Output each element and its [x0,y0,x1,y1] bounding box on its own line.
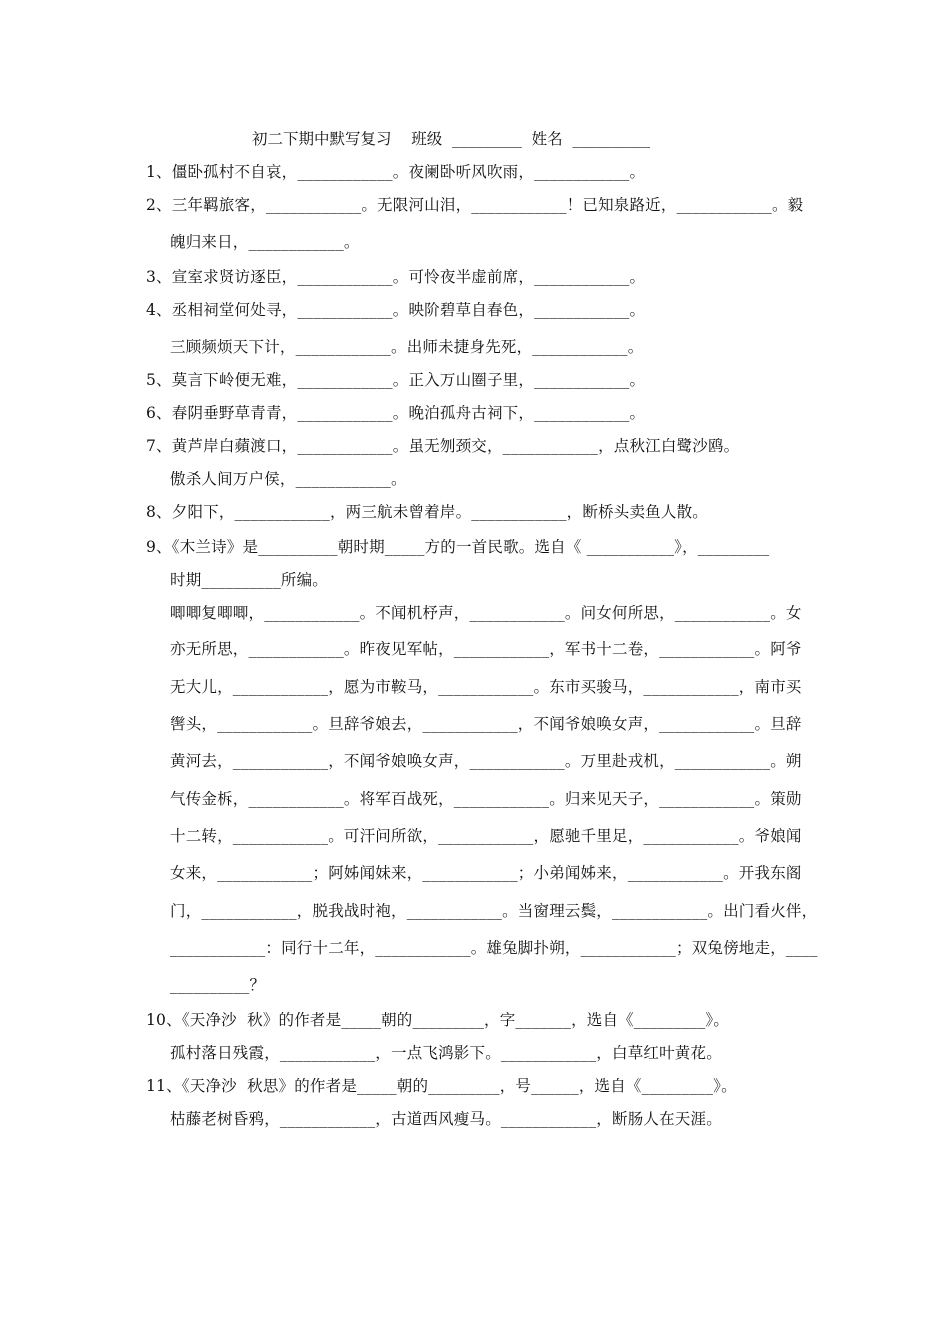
mulan-line-3: 无大儿，____________，愿为市鞍马，____________。东市买骏马，____________，南市买 [170,678,802,696]
question-11-line: 11、《天净沙 秋思》的作者是_____朝的_________，号______，选自《_________》。 [146,1077,737,1095]
question-2-line: 2、三年羁旅客，____________。无限河山泪，____________！已知泉路近，____________。毅 [146,196,804,214]
question-7-continuation: 傲杀人间万户侯，____________。 [170,470,407,488]
question-7-line: 7、黄芦岸白蘋渡口，____________。虽无刎颈交，____________，点秋江白鹭沙鸥。 [146,437,740,455]
mulan-line-2: 亦无所思，____________。昨夜见军帖，____________，军书十二卷，____________。阿爷 [170,640,802,658]
page-title: 初二下期中默写复习 班级 _________ 姓名 __________ [252,130,651,148]
question-10-line: 10、《天净沙 秋》的作者是_____朝的_________，字_______，选自《_________》。 [146,1011,730,1029]
question-8-line: 8、夕阳下，____________，两三航未曾着岸。____________，断桥头卖鱼人散。 [146,503,708,521]
mulan-line-7: 十二转，____________。可汗问所欲，____________，愿驰千里足，____________。爷娘闻 [170,827,802,845]
question-9-continuation: 时期__________所编。 [170,571,329,589]
mulan-line-8: 女来，____________；阿姊闻妹来，____________；小弟闻姊来，____________。开我东阁 [170,864,802,882]
question-5-line: 5、莫言下岭便无难，____________。正入万山圈子里，____________。 [146,371,646,389]
mulan-line-6: 气传金柝，____________。将军百战死，____________。归来见天子，____________。策勋 [170,790,802,808]
mulan-line-4: 辔头，____________。旦辞爷娘去，____________，不闻爷娘唤女声，____________。旦辞 [170,715,802,733]
question-3-line: 3、宣室求贤访逐臣，____________。可怜夜半虚前席，____________。 [146,268,646,286]
question-4-continuation: 三顾频烦天下计，____________。出师未捷身先死，____________。 [170,338,644,356]
mulan-line-9: 门，____________，脱我战时袍，____________。当窗理云鬓，____________。出门看火伴， [170,902,818,920]
question-4-line: 4、丞相祠堂何处寻，____________。映阶碧草自春色，____________。 [146,301,646,319]
mulan-line-10: ____________：同行十二年，____________。雄兔脚扑朔，____________；双兔傍地走，____ [170,939,818,957]
mulan-line-5: 黄河去，____________，不闻爷娘唤女声，____________。万里赴戎机，____________。朔 [170,752,802,770]
question-11-continuation: 枯藤老树昏鸦，____________，古道西风瘦马。____________，断肠人在天涯。 [170,1110,722,1128]
question-6-line: 6、春阴垂野草青青，____________。晚泊孤舟古祠下，____________。 [146,404,646,422]
mulan-line-11: __________？ [170,976,266,994]
question-9-line: 9、《木兰诗》是__________朝时期_____方的一首民歌。选自《 ___________》，_________ [146,538,770,556]
question-10-continuation: 孤村落日残霞，____________，一点飞鸿影下。____________，白草红叶黄花。 [170,1044,722,1062]
mulan-line-1: 唧唧复唧唧，____________。不闻机杼声，____________。问女何所思，____________。女 [170,604,802,622]
question-2-continuation: 魄归来日，____________。 [170,233,360,251]
question-1-line: 1、僵卧孤村不自哀，____________。夜阑卧听风吹雨，____________。 [146,163,646,181]
